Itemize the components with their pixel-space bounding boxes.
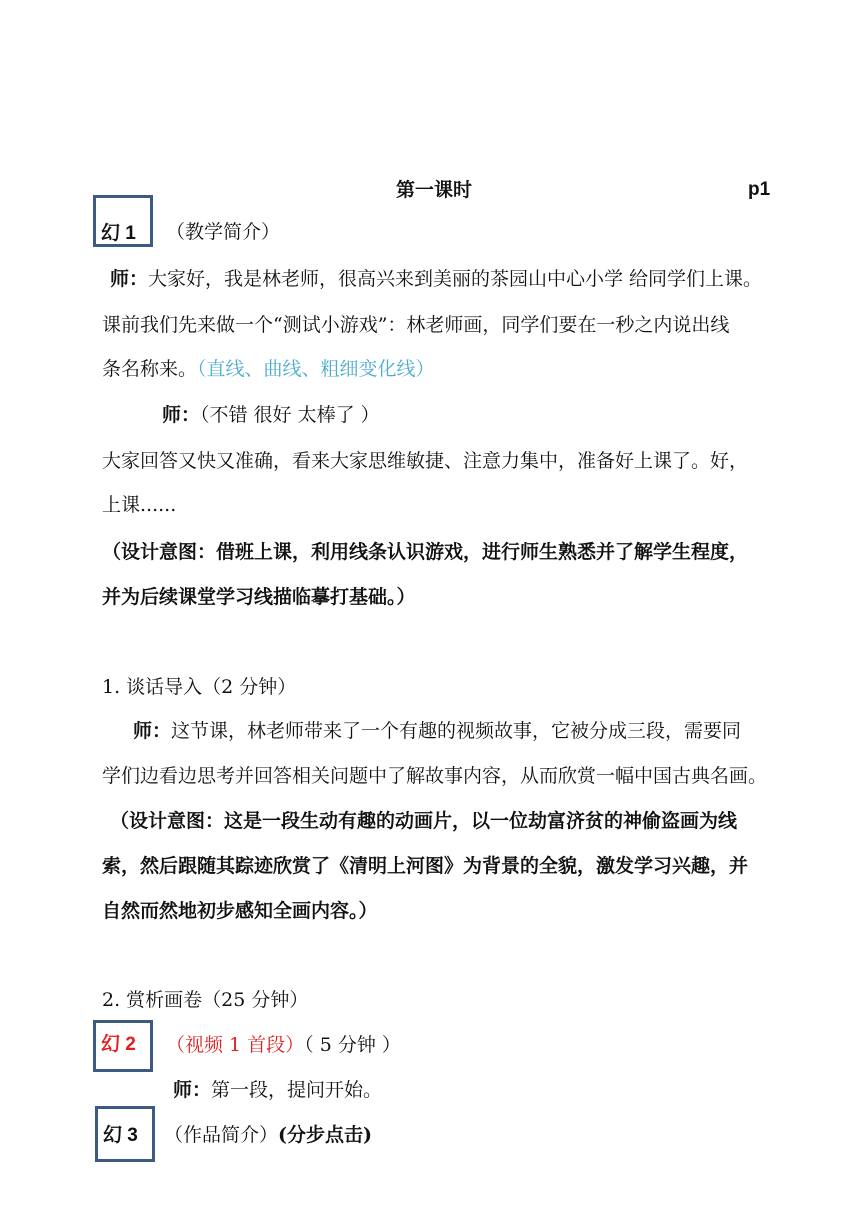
- line-types-answer: （直线、曲线、粗细变化线）: [197, 358, 435, 380]
- lesson-title: 第一课时: [396, 179, 473, 201]
- work-intro-note: （作品简介）: [164, 1124, 279, 1146]
- section-1-heading: 1. 谈话导入（2 分钟）: [102, 676, 297, 698]
- intro-line-6: 上课......: [102, 494, 177, 516]
- section-1-text-1: 这节课，林老师带来了一个有趣的视频故事，它被分成三段，需要同: [171, 720, 742, 742]
- praise-line: [162, 401, 380, 429]
- teacher-tag: 师：: [173, 1079, 212, 1101]
- design-intent-2a: （设计意图：这是一段生动有趣的动画片，以一位劫富济贫的神偷盗画为线: [110, 810, 738, 832]
- intro-text-1: 大家好，我是林老师，很高兴来到美丽的茶园山中心小学 给同学们上课。: [148, 268, 763, 290]
- design-intent-2b: 索，然后跟随其踪迹欣赏了《清明上河图》为背景的全貌，激发学习兴趣，并: [102, 855, 749, 877]
- slide-1-label: 幻 1: [101, 223, 136, 244]
- duration-note: （ 5 分钟 ）: [304, 1034, 401, 1056]
- intro-text-3: 条名称来。: [102, 358, 198, 380]
- design-intent-1b: 并为后续课堂学习线描临摹打基础。）: [102, 586, 416, 608]
- slide-2-label: 幻 2: [101, 1034, 136, 1055]
- design-intent-1a: （设计意图：借班上课，利用线条认识游戏，进行师生熟悉并了解学生程度，: [102, 541, 749, 563]
- teacher-tag: 师：: [110, 268, 149, 290]
- intro-line-5: 大家回答又快又准确，看来大家思维敏捷、注意力集中，准备好上课了。好，: [102, 450, 749, 472]
- video-segment-note: [166, 1031, 401, 1059]
- design-intent-2c: 自然而然地初步感知全画内容。）: [102, 900, 378, 922]
- teacher-tag: 师：: [133, 720, 172, 742]
- section-2-heading: 2. 赏析画卷（25 分钟）: [102, 989, 309, 1011]
- page-number: p1: [748, 179, 771, 200]
- teacher-tag: 师：: [162, 404, 201, 426]
- intro-line-1: [110, 265, 762, 293]
- intro-line-3: [102, 355, 435, 383]
- teacher-first-part-text: 第一段，提问开始。: [211, 1079, 383, 1101]
- slide-3-label: 幻 3: [103, 1125, 138, 1146]
- section-1-line-1: [133, 717, 741, 745]
- intro-line-2: 课前我们先来做一个“测试小游戏”：林老师画，同学们要在一秒之内说出线: [102, 314, 730, 336]
- teaching-intro-note: （教学简介）: [166, 221, 281, 243]
- video-1-first-part: （视频 1 首段）: [166, 1034, 305, 1056]
- step-click-note: (分步点击): [278, 1124, 372, 1146]
- teacher-first-part-line: [173, 1076, 382, 1104]
- praise-text: （不错 很好 太棒了 ）: [200, 404, 380, 426]
- work-intro-line: [164, 1121, 372, 1149]
- section-1-line-2: 学们边看边思考并回答相关问题中了解故事内容，从而欣赏一幅中国古典名画。: [102, 765, 768, 787]
